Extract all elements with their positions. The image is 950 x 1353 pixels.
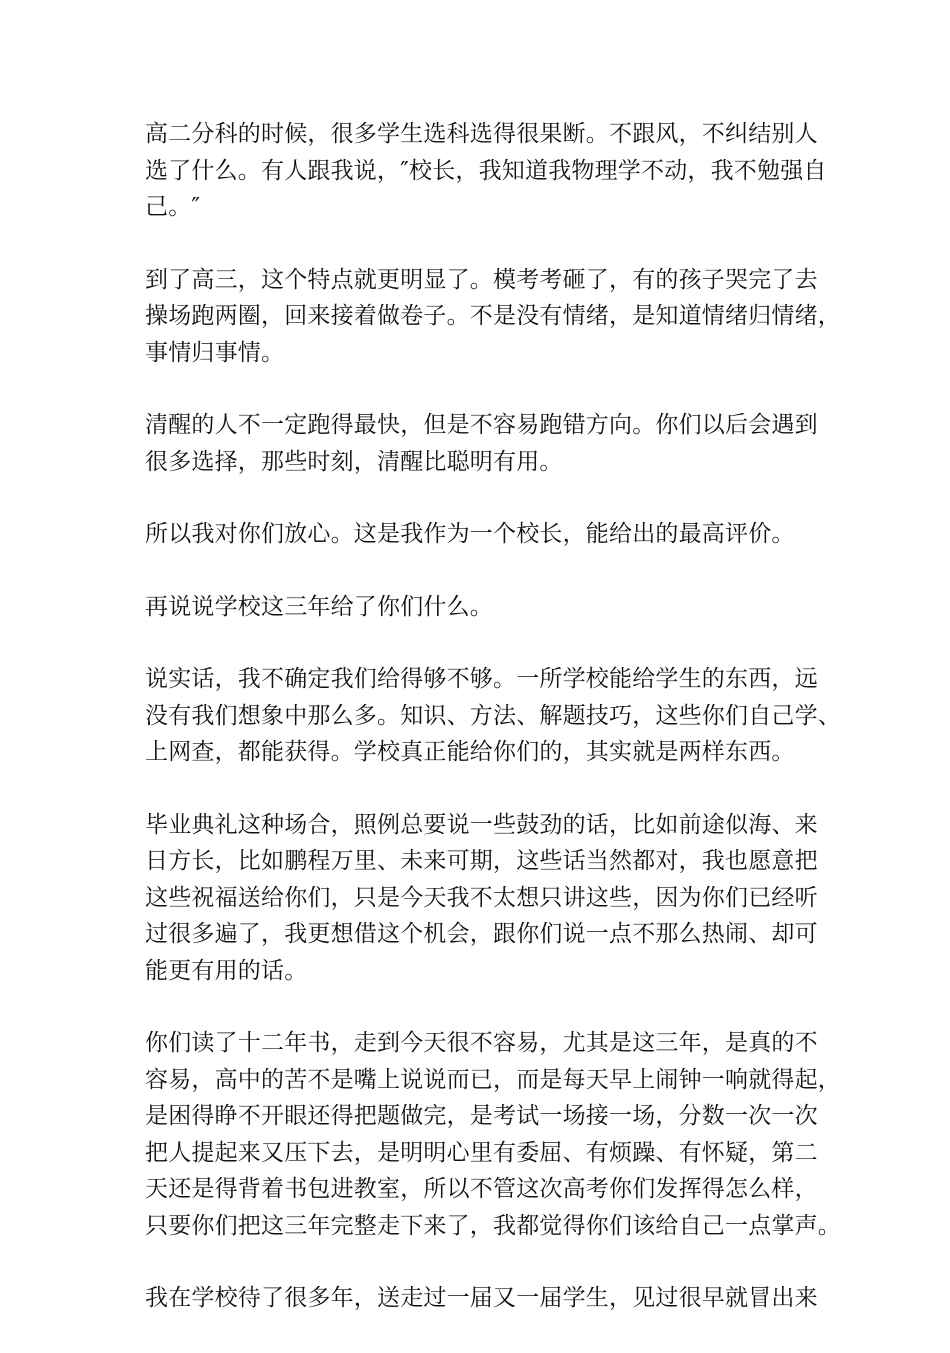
text-line: 这些祝福送给你们，只是今天我不太想只讲这些，因为你们已经听: [145, 884, 818, 911]
text-line: 把人提起来又压下去，是明明心里有委屈、有烦躁、有怀疑，第二: [145, 1139, 818, 1166]
paragraph-9: [145, 1280, 818, 1317]
text-line: 己。″: [145, 194, 201, 220]
paragraph-4: [145, 516, 810, 553]
paragraph-8: [145, 1025, 841, 1244]
document-body: [145, 116, 841, 1353]
text-line: 操场跑两圈，回来接着做卷子。不是没有情绪，是知道情绪归情绪，: [145, 303, 841, 329]
text-line: 过很多遍了，我更想借这个机会，跟你们说一点不那么热闹、却可: [145, 921, 818, 947]
text-line: 高二分科的时候，很多学生选科选得很果断。不跟风，不纠结别人: [145, 121, 818, 147]
text-line: 没有我们想象中那么多。知识、方法、解题技巧，这些你们自己学、: [145, 702, 841, 729]
text-line: 所以我对你们放心。这是我作为一个校长，能给出的最高评价。: [145, 521, 795, 547]
paragraph-1: [145, 116, 827, 226]
text-line: 到了高三，这个特点就更明显了。模考考砸了，有的孩子哭完了去: [145, 266, 818, 293]
paragraph-2: [145, 262, 841, 372]
text-line: 很多选择，那些时刻，清醒比聪明有用。: [145, 448, 563, 475]
text-line: 是困得睁不开眼还得把题做完，是考试一场接一场，分数一次一次: [145, 1103, 818, 1129]
text-line: 再说说学校这三年给了你们什么。: [145, 593, 493, 620]
text-line: 说实话，我不确定我们给得够不够。一所学校能给学生的东西，远: [145, 666, 818, 692]
text-line: 能更有用的话。: [145, 957, 308, 984]
paragraph-6: [145, 661, 841, 771]
text-line: 上网查，都能获得。学校真正能给你们的，其实就是两样东西。: [145, 739, 795, 765]
text-line: 你们读了十二年书，走到今天很不容易，尤其是这三年，是真的不: [145, 1030, 818, 1056]
paragraph-7: [145, 807, 818, 990]
text-line: 天还是得背着书包进教室，所以不管这次高考你们发挥得怎么样，: [145, 1176, 818, 1202]
paragraph-5: [145, 589, 810, 626]
text-line: 清醒的人不一定跑得最快，但是不容易跑错方向。你们以后会遇到: [145, 412, 818, 438]
text-line: 毕业典礼这种场合，照例总要说一些鼓劲的话，比如前途似海、来: [145, 811, 818, 838]
paragraph-3: [145, 407, 818, 480]
text-line: 选了什么。有人跟我说，″校长，我知道我物理学不动，我不勉强自: [145, 157, 827, 184]
text-line: 日方长，比如鹏程万里、未来可期，这些话当然都对，我也愿意把: [145, 848, 818, 874]
text-line: 事情归事情。: [145, 339, 285, 366]
text-line: 我在学校待了很多年，送走过一届又一届学生，见过很早就冒出来: [145, 1285, 818, 1311]
text-line: 容易，高中的苦不是嘴上说说而已，而是每天早上闹钟一响就得起，: [145, 1066, 841, 1093]
text-line: 只要你们把这三年完整走下来了，我都觉得你们该给自己一点掌声。: [145, 1212, 841, 1239]
